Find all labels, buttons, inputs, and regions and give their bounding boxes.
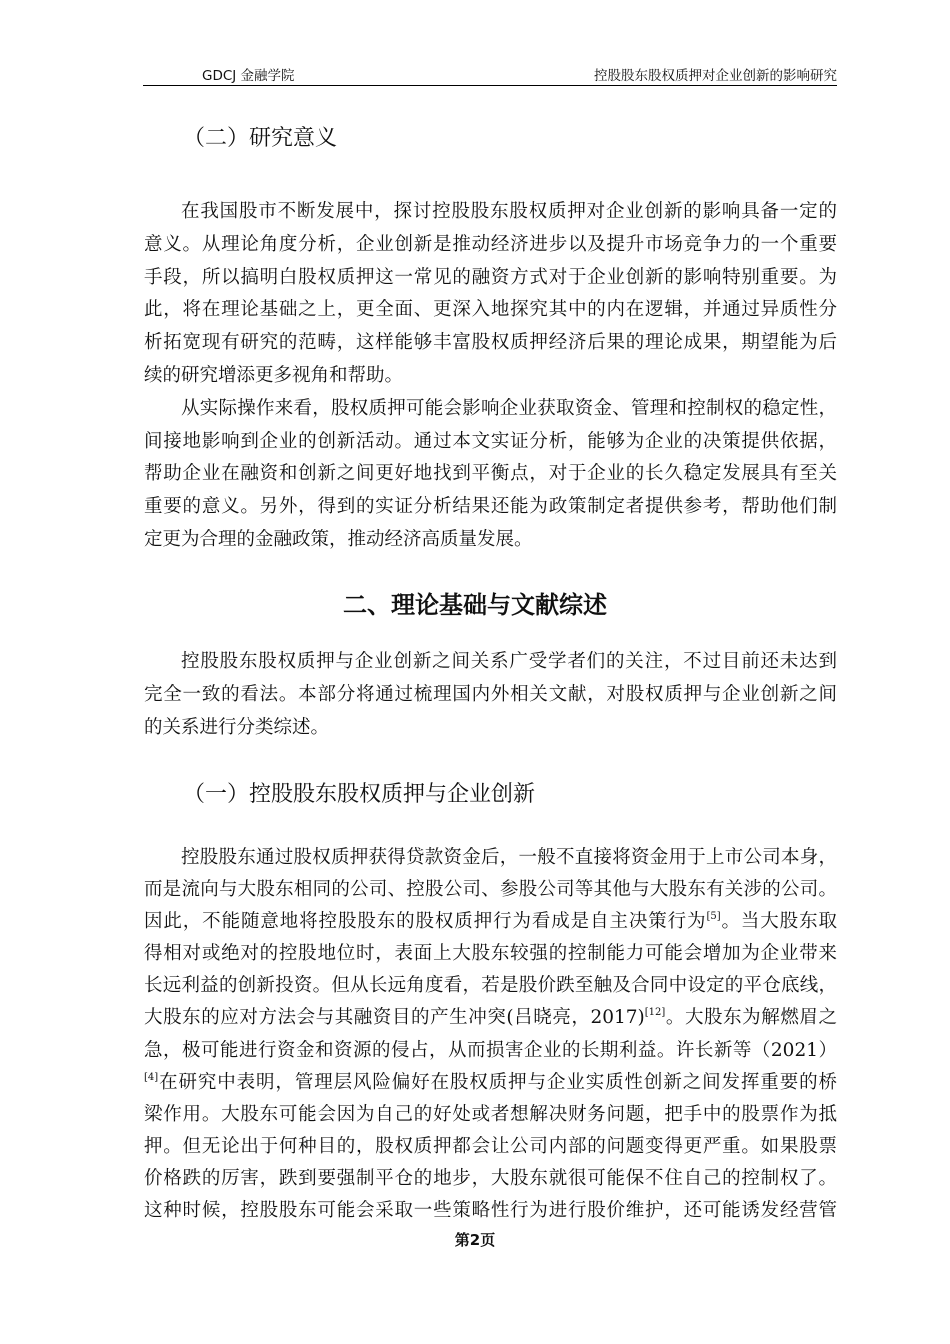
text-line <box>144 1035 837 1067</box>
text-line <box>144 970 837 1002</box>
text-run: 控股股东股权质押与企业创新之间关系广受学者们的关注，不过目前还未达到 <box>181 651 837 672</box>
text-line <box>144 1099 837 1131</box>
pledge-innovation-body <box>144 842 837 1227</box>
section-heading-significance: （二）研究意义 <box>183 126 338 151</box>
text-run: 从实际操作来看，股权质押可能会影响企业获取资金、管理和控制权的稳定性， <box>181 397 837 419</box>
text-run: 帮助企业在融资和创新之间更好地找到平衡点，对于企业的长久稳定发展具有至关 <box>144 463 837 485</box>
text-line <box>144 1002 837 1034</box>
text-line <box>144 196 837 229</box>
text-line <box>144 842 837 874</box>
text-run: 。大股东为解燃眉之 <box>665 1007 837 1029</box>
text-run: 完全一致的看法。本部分将通过梳理国内外相关文献，对股权质押与企业创新之间 <box>144 684 837 705</box>
text-run: 意义。从理论角度分析，企业创新是推动经济进步以及提升市场竞争力的一个重要 <box>144 233 837 255</box>
citation-ref[interactable]: [12] <box>644 1007 666 1019</box>
significance-body <box>144 196 837 557</box>
text-line <box>144 524 837 557</box>
text-line <box>144 360 837 393</box>
text-line <box>144 1131 837 1163</box>
text-line <box>144 426 837 459</box>
header-institution: GDCJ 金融学院 <box>202 68 295 84</box>
chapter-intro-body <box>144 645 837 744</box>
text-run: 得相对或绝对的控股地位时，表面上大股东较强的控制能力可能会增加为企业带来 <box>144 943 837 965</box>
text-run: 间接地影响到企业的创新活动。通过本文实证分析，能够为企业的决策提供依据， <box>144 430 837 452</box>
text-run: 而是流向与大股东相同的公司、控股公司、参股公司等其他与大股东有关涉的公司。 <box>144 879 837 901</box>
text-run: 因此，不能随意地将控股股东的股权质押行为看成是自主决策行为 <box>144 911 707 933</box>
citation-ref[interactable]: [4] <box>144 1071 159 1083</box>
citation-ref[interactable]: [5] <box>706 911 721 923</box>
text-run: 梁作用。大股东可能会因为自己的好处或者想解决财务问题，把手中的股票作为抵 <box>144 1103 837 1125</box>
text-line <box>144 678 837 711</box>
text-run: 的关系进行分类综述。 <box>144 717 330 738</box>
text-line <box>144 1195 837 1227</box>
text-line <box>144 906 837 938</box>
text-run: 急，极可能进行资金和资源的侵占，从而损害企业的长期利益。许长新等（2021） <box>144 1039 837 1061</box>
text-line <box>144 1067 837 1099</box>
text-line <box>144 393 837 426</box>
text-run: 押。但无论出于何种目的，股权质押都会让公司内部的问题变得更严重。如果股票 <box>144 1135 837 1157</box>
text-line <box>144 491 837 524</box>
text-run: 手段，所以搞明白股权质押这一常见的融资方式对于企业创新的影响特别重要。为 <box>144 266 837 288</box>
text-line <box>144 711 837 744</box>
text-run: 价格跌的厉害，跌到要强制平仓的地步，大股东就很可能保不住自己的控制权了。 <box>144 1167 837 1189</box>
section-heading-pledge-innovation: （一）控股股东股权质押与企业创新 <box>183 782 536 807</box>
text-run: 长远利益的创新投资。但从长远角度看，若是股价跌至触及合同中设定的平仓底线， <box>144 975 837 997</box>
text-line <box>144 262 837 295</box>
text-run: 析拓宽现有研究的范畴，这样能够丰富股权质押经济后果的理论成果，期望能为后 <box>144 332 837 354</box>
text-run: 大股东的应对方法会与其融资目的产生冲突(吕晓亮，2017) <box>144 1007 645 1029</box>
text-run: 此，将在理论基础之上，更全面、更深入地探究其中的内在逻辑，并通过异质性分 <box>144 299 837 321</box>
text-line <box>144 327 837 360</box>
text-line <box>144 1163 837 1195</box>
text-run: 续的研究增添更多视角和帮助。 <box>144 364 404 386</box>
page-number: 第2页 <box>454 1231 496 1249</box>
text-run: 在我国股市不断发展中，探讨控股股东股权质押对企业创新的影响具备一定的 <box>181 201 837 222</box>
text-run: 。当大股东取 <box>720 911 837 933</box>
text-line <box>144 874 837 906</box>
text-run: 这种时候，控股股东可能会采取一些策略性行为进行股价维护，还可能诱发经营管 <box>144 1200 837 1222</box>
text-run: 控股股东通过股权质押获得贷款资金后，一般不直接将资金用于上市公司本身， <box>181 847 837 868</box>
text-line <box>144 645 837 678</box>
header-divider <box>143 85 837 86</box>
text-line <box>144 938 837 970</box>
text-run: 定更为合理的金融政策，推动经济高质量发展。 <box>144 528 533 550</box>
chapter-heading: 二、理论基础与文献综述 <box>343 591 607 619</box>
text-run: 重要的意义。另外，得到的实证分析结果还能为政策制定者提供参考，帮助他们制 <box>144 496 837 518</box>
text-line <box>144 294 837 327</box>
header-paper-title: 控股股东股权质押对企业创新的影响研究 <box>594 68 837 84</box>
text-line <box>144 458 837 491</box>
text-run: 在研究中表明，管理层风险偏好在股权质押与企业实质性创新之间发挥重要的桥 <box>158 1071 837 1093</box>
text-line <box>144 229 837 262</box>
